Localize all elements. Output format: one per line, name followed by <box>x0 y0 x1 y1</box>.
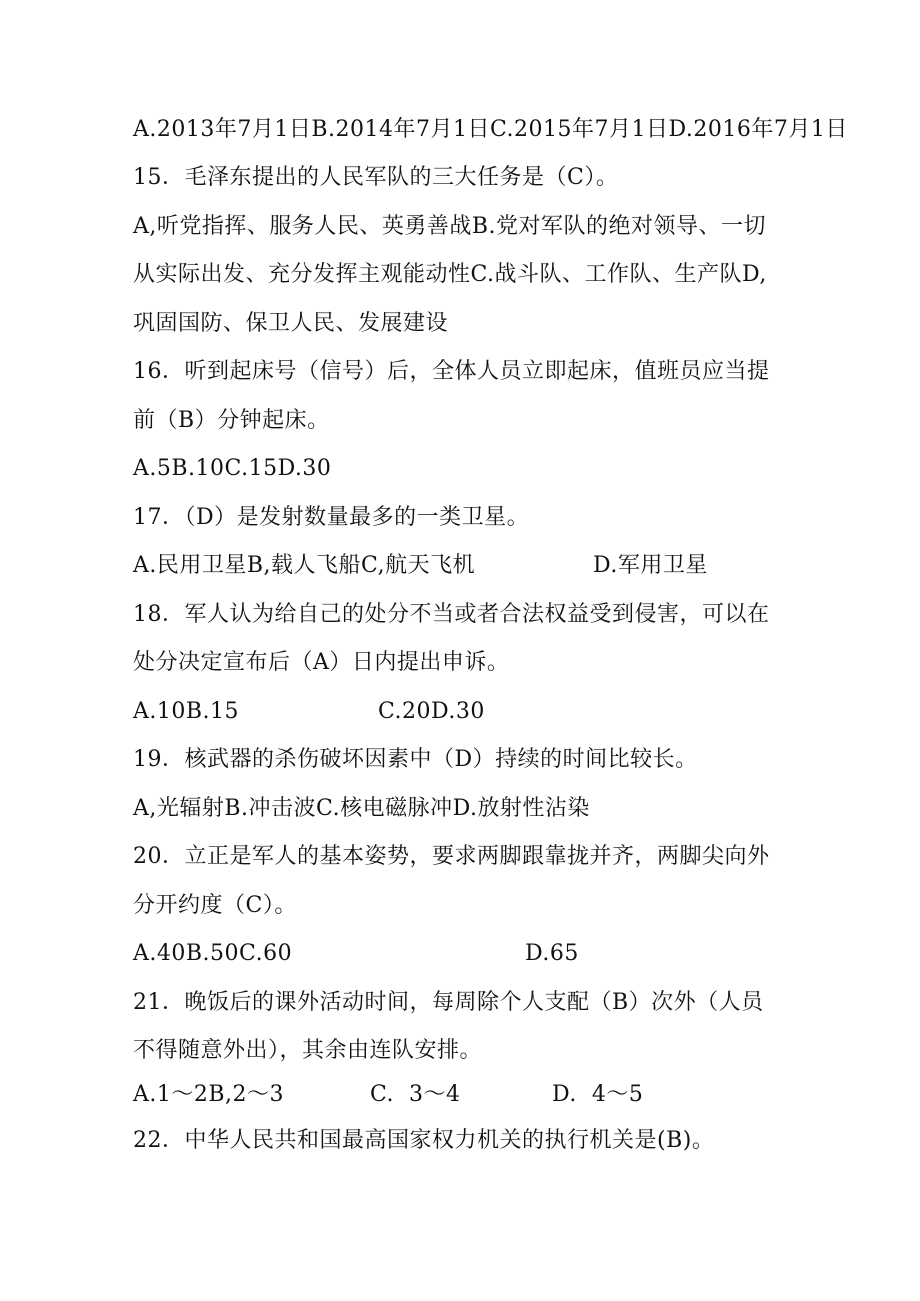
options-text: A,听党指挥、服务人民、英勇善战B.党对军队的绝对领导、一切 <box>133 214 767 239</box>
question-text: 21．晚饭后的课外活动时间，每周除个人支配（B）次外（人员 <box>133 990 764 1015</box>
question-text: 20．立正是军人的基本姿势，要求两脚跟靠拢并齐，两脚尖向外 <box>133 844 770 869</box>
question-text: 不得随意外出），其余由连队安排。 <box>133 1038 483 1063</box>
question-text: 前（B）分钟起床。 <box>133 408 330 433</box>
question-text: 17．（D）是发射数量最多的一类卫星。 <box>133 505 530 530</box>
question-text: 16．听到起床号（信号）后，全体人员立即起床，值班员应当提 <box>133 359 770 384</box>
answer-options-14 <box>133 115 848 145</box>
option-d-text: D.65 <box>525 941 579 966</box>
question-22 <box>133 1126 793 1156</box>
question-text: 15．毛泽东提出的人民军队的三大任务是（C）。 <box>133 165 619 190</box>
answer-options-15-line-1 <box>133 212 793 242</box>
question-16-line-1 <box>133 357 793 387</box>
question-text: 18．军人认为给自己的处分不当或者合法权益受到侵害，可以在 <box>133 602 770 627</box>
question-20-line-1 <box>133 842 793 872</box>
question-18-line-1 <box>133 600 793 630</box>
options-text: A,光辐射B.冲击波C.核电磁脉冲D.放射性沾染 <box>133 796 590 821</box>
answer-options-16 <box>133 454 793 484</box>
answer-options-15-line-3 <box>133 309 793 339</box>
options-text: A.40B.50C.60 <box>133 941 293 966</box>
options-text: A.2013年7月1日B.2014年7月1日C.2015年7月1日D.2016年7月1日 <box>133 117 848 142</box>
question-21-line-2 <box>133 1036 793 1066</box>
option-c-text: C. 3～4 <box>370 1082 461 1107</box>
question-21-line-1 <box>133 988 793 1018</box>
question-text: 处分决定宣布后（A）日内提出申诉。 <box>133 650 510 675</box>
question-15 <box>133 163 793 193</box>
option-c-text: C.20D.30 <box>378 699 485 724</box>
question-20-line-2 <box>133 891 793 921</box>
question-19 <box>133 745 793 775</box>
question-text: 22．中华人民共和国最高国家权力机关的执行机关是(B)。 <box>133 1128 715 1153</box>
options-text: A.5B.10C.15D.30 <box>133 456 332 481</box>
options-text: 巩固国防、保卫人民、发展建设 <box>133 311 449 336</box>
option-d-text: D. 4～5 <box>552 1082 644 1107</box>
options-text: A.1～2B,2～3 <box>133 1082 285 1107</box>
answer-options-15-line-2 <box>133 260 793 290</box>
question-text: 19．核武器的杀伤破坏因素中（D）持续的时间比较长。 <box>133 747 698 772</box>
option-d-text: D.军用卫星 <box>593 553 708 578</box>
question-17 <box>133 503 793 533</box>
answer-options-19 <box>133 794 793 824</box>
question-16-line-2 <box>133 406 793 436</box>
options-text: 从实际出发、充分发挥主观能动性C.战斗队、工作队、生产队D, <box>133 262 767 287</box>
question-text: 分开约度（C）。 <box>133 893 297 918</box>
options-text: A.民用卫星B,载人飞船C,航天飞机 <box>133 553 476 578</box>
question-18-line-2 <box>133 648 793 678</box>
options-text: A.10B.15 <box>133 699 240 724</box>
